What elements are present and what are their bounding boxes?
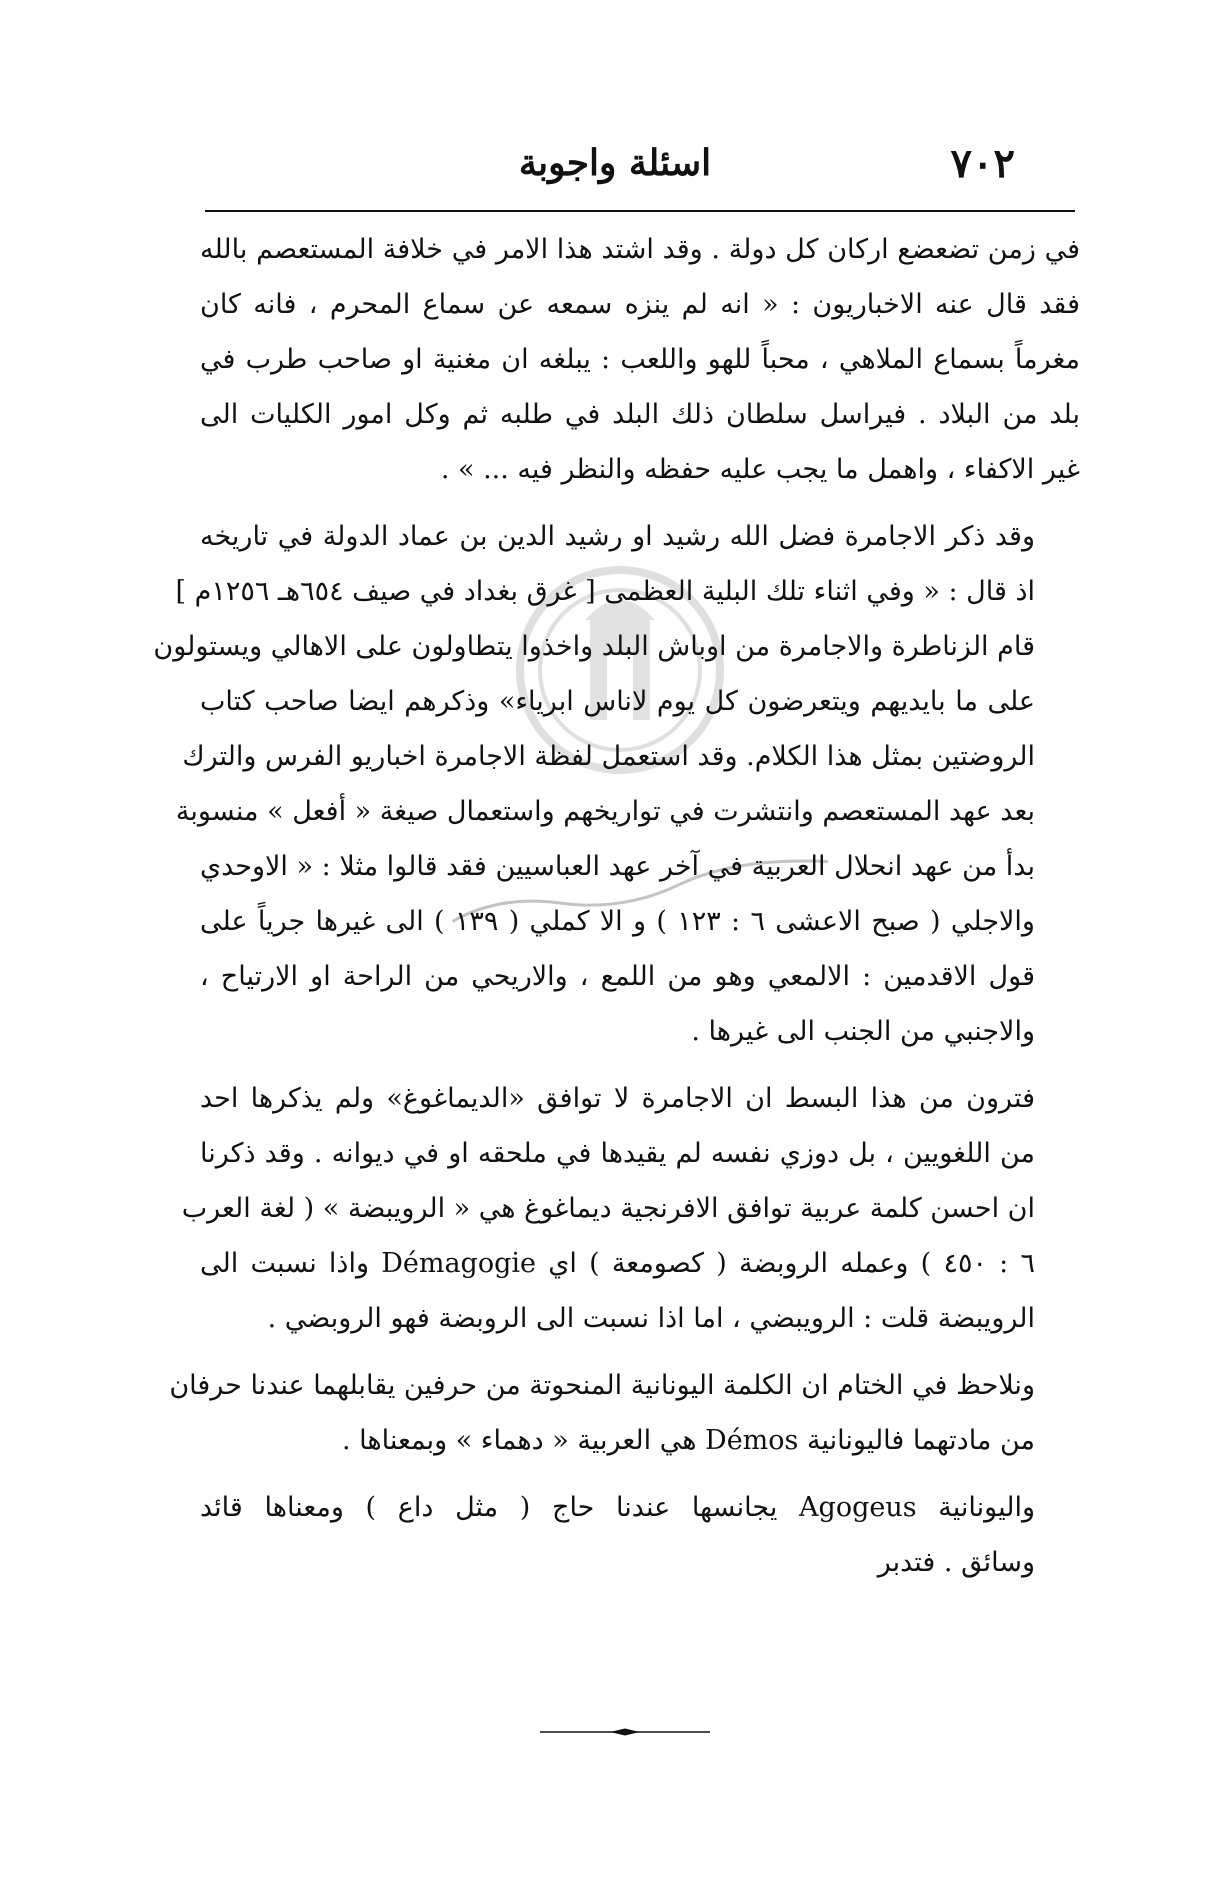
text-line: من مادتهما فاليونانية Démos هي العربية « دهماء » وبمعناها . <box>341 1425 1035 1456</box>
text-line: مغرماً بسماع الملاهي ، محباً للهو واللعب : يبلغه ان مغنية او صاحب طرب في <box>200 344 1080 375</box>
text-line: ان احسن كلمة عربية توافق الافرنجية ديماغوغ هي « الرويبضة » ( لغة العرب <box>181 1193 1035 1224</box>
paragraph <box>200 222 1080 497</box>
text-line: بعد عهد المستعصم وانتشرت في تواريخهم واستعمال صيغة « أفعل » منسوبة <box>175 796 1035 827</box>
text-line: من اللغويين ، بل دوزي نفسه لم يقيدها في ملحقه او في ديوانه . وقد ذكرنا <box>200 1138 1035 1169</box>
text-line: وقد ذكر الاجامرة فضل الله رشيد او رشيد الدين بن عماد الدولة في تاريخه <box>200 521 1035 552</box>
page-header <box>205 138 1025 198</box>
end-ornament <box>540 1728 710 1736</box>
text-line: وسائق . فتدبر <box>877 1547 1035 1578</box>
text-line: فترون من هذا البسط ان الاجامرة لا توافق «الديماغوغ» ولم يذكرها احد <box>200 1083 1035 1114</box>
text-line: الروضتين بمثل هذا الكلام. وقد استعمل لفظة الاجامرة اخباريو الفرس والترك <box>182 741 1035 772</box>
running-title: اسئلة واجوبة <box>518 142 712 184</box>
document-body <box>153 222 1080 1602</box>
text-line: والاجلي ( صبح الاعشى ٦ : ١٢٣ ) و الا كملي ( ١٣٩ ) الى غيرها جرياً على <box>200 906 1035 937</box>
header-rule <box>205 210 1075 212</box>
page-number: ٧٠٢ <box>950 140 1015 187</box>
text-line: فقد قال عنه الاخباريون : « انه لم ينزه سمعه عن سماع المحرم ، فانه كان <box>200 289 1080 320</box>
paragraph <box>200 1480 1080 1590</box>
text-line: بلد من البلاد . فيراسل سلطان ذلك البلد في طلبه ثم وكل امور الكليات الى <box>200 399 1080 430</box>
text-line: غير الاكفاء ، واهمل ما يجب عليه حفظه والنظر فيه ... » . <box>440 454 1080 485</box>
paragraph <box>181 1071 1080 1346</box>
text-line: قام الزناطرة والاجامرة من اوباش البلد واخذوا يتطاولون على الاهالي ويستولون <box>153 631 1035 662</box>
text-line: واليونانية Agogeus يجانسها عندنا حاج ( مثل داع ) ومعناها قائد <box>200 1492 1035 1523</box>
text-line: قول الاقدمين : الالمعي وهو من اللمع ، والاريحي من الراحة او الارتياح ، <box>200 961 1035 992</box>
text-line: ٦ : ٤٥٠ ) وعمله الروبضة ( كصومعة ) اي Démagogie واذا نسبت الى <box>200 1248 1036 1279</box>
text-line: في زمن تضعضع اركان كل دولة . وقد اشتد هذا الامر في خلافة المستعصم بالله <box>200 234 1080 265</box>
text-line: الرويبضة قلت : الرويبضي ، اما اذا نسبت الى الروبضة فهو الروبضي . <box>267 1303 1035 1334</box>
text-line: اذ قال : « وفي اثناء تلك البلية العظمى [ غرق بغداد في صيف ٦٥٤هـ ١٢٥٦م ] <box>175 576 1035 607</box>
text-line: ونلاحظ في الختام ان الكلمة اليونانية المنحوتة من حرفين يقابلهما عندنا حرفان <box>169 1370 1035 1401</box>
text-line: بدأ من عهد انحلال العربية في آخر عهد العباسيين فقد قالوا مثلا : « الاوحدي <box>200 851 1035 882</box>
text-line: والاجنبي من الجنب الى غيرها . <box>691 1016 1035 1047</box>
paragraph <box>169 1358 1080 1468</box>
text-line: على ما بايديهم ويتعرضون كل يوم لاناس ابرياء» وذكرهم ايضا صاحب كتاب <box>200 686 1035 717</box>
paragraph <box>153 509 1080 1059</box>
